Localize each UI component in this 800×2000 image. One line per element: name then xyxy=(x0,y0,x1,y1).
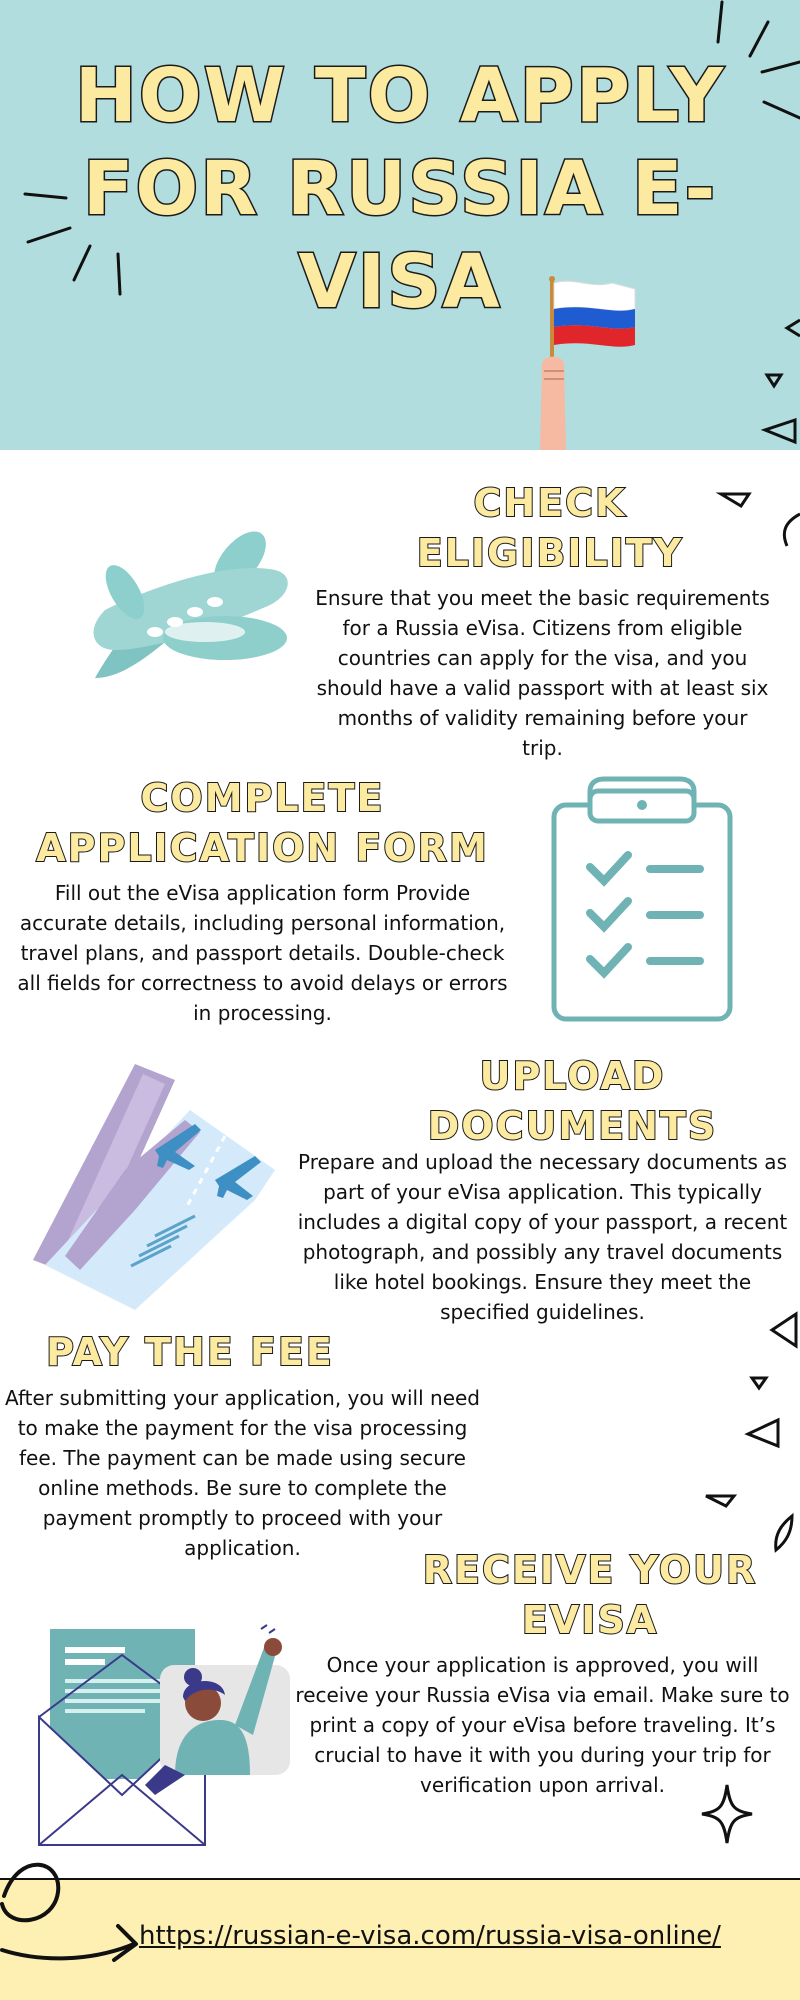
step-2-heading-line-1: COMPLETE xyxy=(140,776,385,820)
decorative-marks-right-2 xyxy=(700,1310,800,1555)
step-2-heading-line-2: APPLICATION FORM xyxy=(36,826,489,870)
boarding-pass-icon xyxy=(25,1060,280,1310)
clipboard-checklist-icon xyxy=(550,775,735,1025)
envelope-person-icon xyxy=(35,1625,295,1850)
step-3-heading-line-1: UPLOAD xyxy=(479,1054,666,1098)
step-2-description: Fill out the eVisa application form Provide accurate details, including personal information, travel plans, and passport details. Double-check all fields for correctness to avoid delays or errors in processing. xyxy=(17,881,508,1025)
step-5-heading-line-2: EVISA xyxy=(521,1598,659,1642)
russia-flag-icon xyxy=(530,275,640,450)
step-4-description: After submitting your application, you will need to make the payment for the visa processing fee. The payment can be made using secure online methods. Be sure to complete the payment promptly to proceed with your application. xyxy=(4,1386,481,1560)
step-3-description: Prepare and upload the necessary documents as part of your eVisa application. This typically includes a digital copy of your passport, a recent photograph, and possibly any travel documents like hotel bookings. Ensure they meet the specified guidelines. xyxy=(297,1150,788,1324)
step-3-heading-line-2: DOCUMENTS xyxy=(427,1104,718,1148)
step-1-heading-line-1: CHECK xyxy=(473,481,627,525)
website-link[interactable]: https://russian-e-visa.com/russia-visa-online/ xyxy=(139,1921,721,1951)
sparkle-icon xyxy=(700,1783,754,1845)
step-1-heading-line-2: ELIGIBILITY xyxy=(416,531,684,575)
step-4-heading: PAY THE FEE xyxy=(46,1330,334,1374)
airplane-icon xyxy=(85,520,300,685)
step-5-heading-line-1: RECEIVE YOUR xyxy=(422,1548,758,1592)
step-5-description: Once your application is approved, you will receive your Russia eVisa via email. Make sure to print a copy of your eVisa before traveling. It’s crucial to have it with you during your trip for verification upon arrival. xyxy=(295,1653,790,1797)
arrow-icon xyxy=(0,1840,145,1975)
page-title: HOW TO APPLY FOR RUSSIA E-VISA xyxy=(74,53,726,325)
step-1-description: Ensure that you meet the basic requirements for a Russia eVisa. Citizens from eligible countries can apply for the visa, and you should have a valid passport with at least six months of validity remaining before your trip. xyxy=(315,586,770,760)
